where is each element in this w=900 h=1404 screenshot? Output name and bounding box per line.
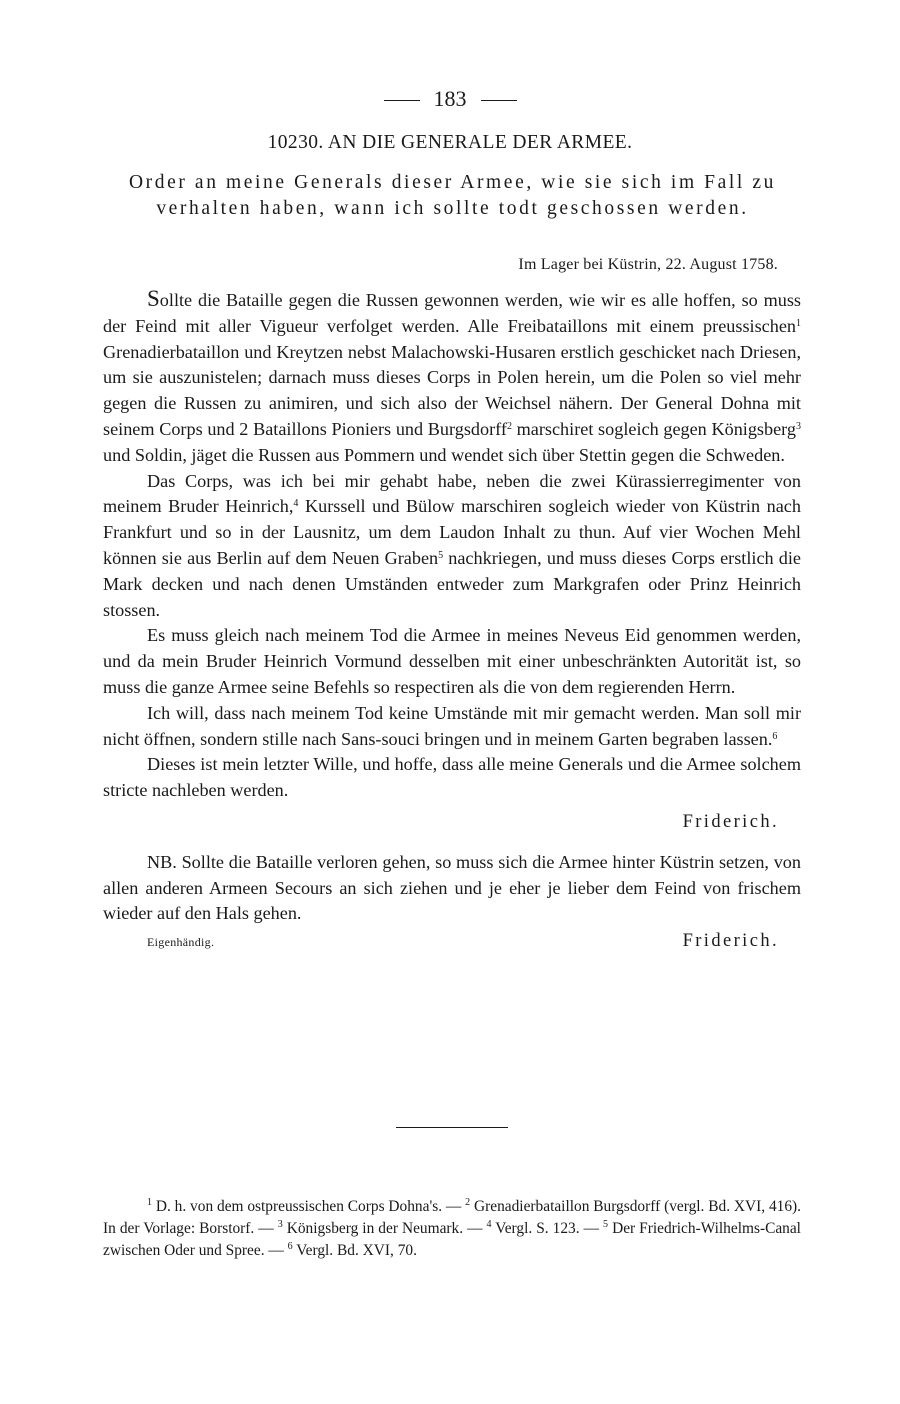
paragraph-text: und Soldin, jäget die Russen aus Pommern und wendet sich über Stettin gegen die Schweden.	[103, 444, 785, 465]
paragraph-text: Das Corps, was ich bei mir gehabt habe, neben die zwei Kürassierregimenter von meinem Bruder Heinrich,	[103, 470, 801, 517]
footnote-mark: 2	[506, 420, 512, 432]
paragraph-text: nachkriegen, und muss dieses Corps erstlich die Mark decken und nach denen Umständen entweder zum Markgrafen oder Prinz Heinrich stossen.	[103, 547, 801, 620]
footnote-2: Grenadierbataillon Burgsdorff (vergl. Bd. XVI, 416). In der Vorlage: Borstorf. —	[103, 1198, 801, 1237]
paragraph-5: Dieses ist mein letzter Wille, und hoffe, dass alle meine Generals und die Armee solchem stricte nachleben werden.	[103, 754, 801, 801]
paragraph-3: Es muss gleich nach meinem Tod die Armee in meines Neveus Eid genommen werden, und da mein Bruder Heinrich Vormund desselben mit einer unbeschränkten Autorität ist, so muss die ganze Armee seine Befehls so respectiren als die von dem regierenden Herrn.	[103, 625, 801, 697]
footnote-mark: 3	[796, 420, 801, 432]
footnote-number: 6	[287, 1241, 293, 1252]
footnote-number: 3	[277, 1219, 283, 1230]
letter-body	[103, 286, 801, 956]
paragraph-text: marschiret sogleich gegen Königsberg	[511, 418, 796, 439]
dateline: Im Lager bei Küstrin, 22. August 1758.	[518, 256, 778, 273]
footnote-number: 5	[603, 1219, 609, 1230]
footnotes	[103, 1196, 801, 1262]
paragraph-text: Kurssell und Bülow marschiren sogleich wieder von Küstrin nach Frankfurt und so in der Lausnitz, um dem Laudon Inhalt zu thun. Auf vier Wochen Mehl können sie aus Berlin auf dem Neuen Graben	[103, 496, 801, 568]
signature-second: Friderich.	[682, 931, 779, 952]
document-subtitle: Order an meine Generals dieser Armee, wie sie sich im Fall zu verhalten haben, wann ich sollte todt geschossen werden.	[128, 172, 776, 219]
page-header	[0, 84, 900, 114]
footnote-3: Königsberg in der Neumark. —	[286, 1220, 483, 1237]
footnote-4: Vergl. S. 123. —	[495, 1220, 600, 1237]
footnote-5: Der Friedrich-Wilhelms-Canal zwischen Oder und Spree. —	[103, 1220, 801, 1259]
footnote-mark: 1	[796, 317, 801, 329]
footnote-mark: 4	[293, 498, 299, 510]
paragraph-1	[103, 286, 801, 469]
header-dash-left	[384, 100, 420, 101]
document-title: 10230. AN DIE GENERALE DER ARMEE.	[267, 132, 633, 153]
footnote-number: 4	[486, 1219, 492, 1230]
postscript-nb: NB. Sollte die Bataille verloren gehen, so muss sich die Armee hinter Küstrin setzen, von allen anderen Armeen Secours an sich ziehen und je eher je lieber dem Feind von frischem wieder auf den Hals gehen.	[103, 851, 801, 924]
footnote-1: D. h. von dem ostpreussischen Corps Dohna's. —	[155, 1198, 462, 1215]
source-note: Eigenhändig.	[147, 935, 215, 950]
paragraph-text: Grenadierbataillon und Kreytzen nebst Malachowski-Husaren erstlich geschicket nach Driesen, um sie auszunistelen; darnach muss dieses Corps in Polen herein, um die Polen so viel mehr gegen die Russen zu animiren, und sich also der Weichsel nähern. Der General Dohna mit seinem Corps und 2 Bataillons Pioniers und Burgsdorff	[103, 341, 801, 439]
paragraph-4	[103, 701, 801, 753]
page-number: 183	[433, 86, 467, 111]
footnote-number: 2	[465, 1197, 471, 1208]
paragraph-text: Sollte die Bataille gegen die Russen gewonnen werden, wie wir es alle hoffen, so muss der Feind mit aller Vigueur verfolget werden. Alle Freibataillons mit einem preussischen	[103, 286, 801, 336]
footnote-mark: 5	[438, 549, 444, 561]
footnotes-block	[103, 1196, 801, 1262]
header-dash-right	[481, 100, 517, 101]
paragraph-text: Ich will, dass nach meinem Tod keine Umstände mit mir gemacht werden. Man soll mir nicht öffnen, sondern stille nach Sans-souci bringen und in meinem Garten begraben lassen.	[103, 702, 801, 749]
section-rule	[396, 1127, 508, 1128]
paragraph-2	[103, 469, 801, 624]
footnote-6: Vergl. Bd. XVI, 70.	[296, 1242, 417, 1259]
closing-line	[103, 929, 801, 956]
signature-first: Friderich.	[682, 811, 779, 832]
footnote-mark: 6	[772, 730, 778, 742]
footnote-number: 1	[147, 1197, 152, 1208]
